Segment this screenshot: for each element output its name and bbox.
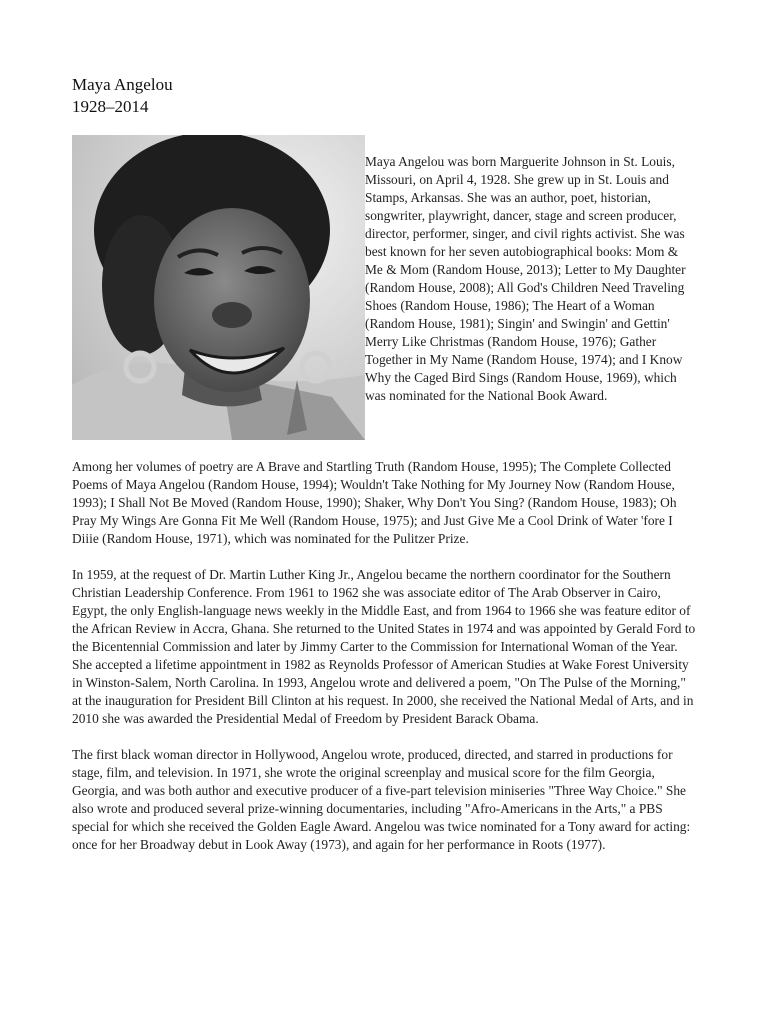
portrait-photo — [72, 135, 365, 440]
document-page — [72, 74, 698, 854]
career-paragraph: In 1959, at the request of Dr. Martin Luther King Jr., Angelou became the northern coordinator for the Southern Christian Leadership Conference. From 1961 to 1962 she was associate editor of The Arab Observer in Cairo, Egypt, the only English-language news weekly in the Middle East, and from 1964 to 1966 she was feature editor of the African Review in Accra, Ghana. She returned to the United States in 1974 and was appointed by Gerald Ford to the Bicentennial Commission and later by Jimmy Carter to the Commission for International Woman of the Year. She accepted a lifetime appointment in 1982 as Reynolds Professor of American Studies at Wake Forest University in Winston-Salem, North Carolina. In 1993, Angelou wrote and delivered a poem, "On The Pulse of the Morning," at the inauguration for President Bill Clinton at his request. In 2000, she received the National Medal of Arts, and in 2010 she was awarded the Presidential Medal of Freedom by President Barack Obama. — [72, 567, 696, 726]
document-title: Maya Angelou — [72, 75, 173, 94]
intro-section — [72, 135, 698, 440]
intro-paragraph: Maya Angelou was born Marguerite Johnson in St. Louis, Missouri, on April 4, 1928. She grew up in St. Louis and Stamps, Arkansas. She was an author, poet, historian, songwriter, playwright, dancer, stage and screen producer, director, performer, singer, and civil rights activist. She was best known for her seven autobiographical books: Mom & Me & Mom (Random House, 2013); Letter to My Daughter (Random House, 2008); All God's Children Need Traveling Shoes (Random House, 1986); The Heart of a Woman (Random House, 1981); Singin' and Swingin' and Gettin' Merry Like Christmas (Random House, 1976); Gather Together in My Name (Random House, 1974); and I Know Why the Caged Bird Sings (Random House, 1969), which was nominated for the National Book Award. — [365, 154, 686, 403]
life-dates: 1928–2014 — [72, 97, 149, 116]
poetry-paragraph: Among her volumes of poetry are A Brave and Startling Truth (Random House, 1995); The Complete Collected Poems of Maya Angelou (Random House, 1994); Wouldn't Take Nothing for My Journey Now (Random House, 1993); I Shall Not Be Moved (Random House, 1990); Shaker, Why Don't You Sing? (Random House, 1983); Oh Pray My Wings Are Gonna Fit Me Well (Random House, 1975); and Just Give Me a Cool Drink of Water 'fore I Diiie (Random House, 1971), which was nominated for the Pulitzer Prize. — [72, 459, 677, 546]
film-paragraph: The first black woman director in Hollywood, Angelou wrote, produced, directed, and starred in productions for stage, film, and television. In 1971, she wrote the original screenplay and musical score for the film Georgia, Georgia, and was both author and executive producer of a five-part television miniseries "Three Way Choice." She also wrote and produced several prize-winning documentaries, including "Afro-Americans in the Arts," a PBS special for which she received the Golden Eagle Award. Angelou was twice nominated for a Tony award for acting: once for her Broadway debut in Look Away (1973), and again for her performance in Roots (1977). — [72, 747, 691, 852]
